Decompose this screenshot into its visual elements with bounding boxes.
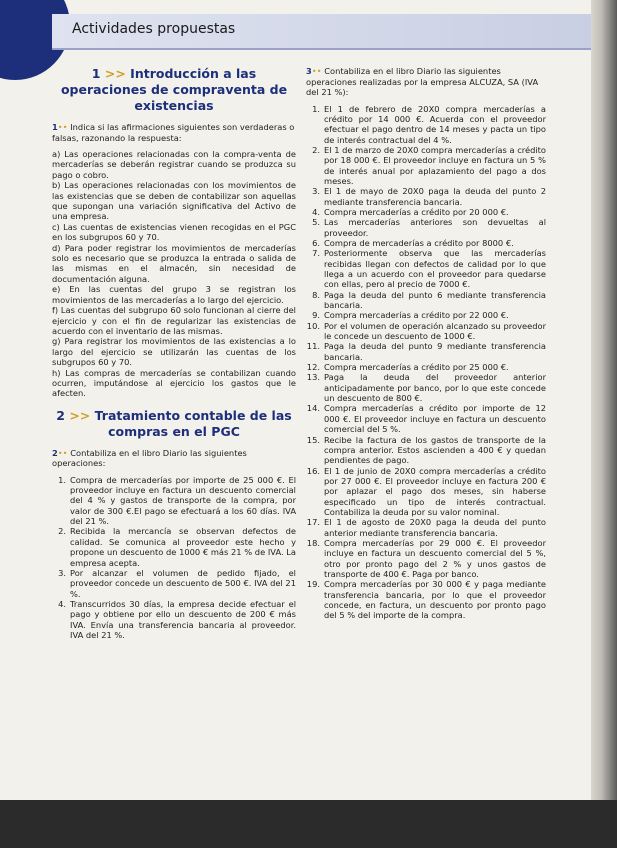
operation-item [306, 186, 546, 207]
operation-text: Paga la deuda del punto 9 mediante transferencia bancaria. [324, 341, 546, 362]
right-column [306, 66, 546, 621]
section-1-heading [52, 66, 296, 114]
operation-number: 1. [312, 103, 320, 114]
operation-text: El 1 de agosto de 20X0 paga la deuda del punto anterior mediante transferencia bancaria. [324, 517, 546, 538]
operation-number: 7. [312, 248, 320, 259]
operation-number: 9. [312, 310, 320, 321]
operation-number: 2. [58, 526, 66, 537]
operation-text: Compra mercaderías a crédito por 22 000 €. [324, 310, 509, 321]
section-1-title: Introducción a las operaciones de compraventa de existencias [60, 66, 288, 113]
operation-item [306, 217, 546, 238]
operation-item [306, 248, 546, 289]
section-2-heading [52, 408, 296, 440]
difficulty-dots-icon: •• [311, 66, 322, 76]
activity-2-number: 2 [52, 447, 58, 458]
operation-item [306, 579, 546, 620]
operation-item [306, 104, 546, 145]
activity-1-text: Indica si las afirmaciones siguientes son verdaderas o falsas, razonando la respuesta: [52, 122, 295, 143]
operation-text: Paga la deuda del punto 6 mediante transferencia bancaria. [324, 289, 546, 311]
operation-text: Compra de mercaderías a crédito por 8000 €. [324, 237, 514, 248]
operation-item [306, 145, 546, 186]
operation-text: Compra de mercaderías por importe de 25 000 €. El proveedor incluye en factura un descuento comercial del 4 % y gastos de transporte de la compra, por valor de 300 €.El pago se efectuará a los 60 días. IVA del 21 %. [70, 474, 296, 527]
operation-item [52, 475, 296, 527]
statement-item: b) Las operaciones relacionadas con los movimientos de las existencias que se deben de contabilizar son aquellas que supongan una variación significativa del Activo de una empresa. [52, 180, 296, 222]
page-title: Actividades propuestas [72, 21, 236, 37]
operation-number: 12. [306, 362, 320, 373]
operation-number: 14. [306, 403, 320, 414]
operation-item [306, 321, 546, 342]
operation-number: 19. [306, 579, 320, 590]
activity-3-text: Contabiliza en el libro Diario las siguientes operaciones realizadas por la empresa ALCUZA, SA (IVA del 21 %): [306, 66, 539, 97]
activity-2-operations [52, 475, 296, 641]
section-2-title: Tratamiento contable de las compras en el PGC [94, 407, 292, 439]
operation-number: 10. [306, 320, 320, 331]
operation-text: Compra mercaderías por 30 000 € y paga mediante transferencia bancaria, por lo que el proveedor concede, en factura, un descuento por pronto pago del 5 % del importe de la compra. [324, 579, 546, 621]
operation-item [306, 341, 546, 362]
operation-number: 17. [306, 517, 320, 528]
operation-text: El 1 de marzo de 20X0 compra mercaderías a crédito por 18 000 €. El proveedor incluye en factura un 5 % de interés anual por aplazamiento del pago a dos meses. [324, 144, 546, 186]
statement-item: g) Para registrar los movimientos de las existencias a lo largo del ejercicio se utilizarán las cuentas de los subgrupos 60 y 70. [52, 336, 296, 368]
operation-text: Por el volumen de operación alcanzado su proveedor le concede un descuento de 1000 €. [324, 320, 546, 342]
left-column [52, 66, 296, 640]
operation-number: 3. [58, 567, 66, 578]
operation-number: 1. [58, 474, 66, 485]
operation-number: 4. [58, 598, 66, 609]
operation-text: Compra mercaderías a crédito por 25 000 €. [324, 362, 509, 373]
statement-item: h) Las compras de mercaderías se contabilizan cuando ocurren, imputándose al ejercicio los gastos que le afecten. [52, 367, 296, 399]
operation-number: 3. [312, 186, 320, 197]
header-divider [52, 48, 591, 50]
activity-3-number: 3 [306, 66, 312, 76]
statement-item: f) Las cuentas del subgrupo 60 solo funcionan al cierre del ejercicio y con el fin de regularizar las existencias de acuerdo con el inventario de las mismas. [52, 305, 296, 336]
operation-number: 13. [306, 372, 320, 383]
section-2-number: 2 [56, 407, 65, 423]
operation-item [306, 435, 546, 466]
operation-text: Recibe la factura de los gastos de transporte de la compra anterior. Estos ascienden a 400 € y quedan pendientes de pago. [324, 434, 546, 466]
page-edge-shadow [591, 0, 617, 848]
operation-text: Las mercaderías anteriores son devueltas al proveedor. [324, 217, 546, 238]
section-1-arrow-icon: >> [104, 66, 126, 81]
activity-3-operations [306, 104, 546, 621]
operation-text: Transcurridos 30 días, la empresa decide efectuar el pago y obtiene por ello un descuento de 200 € más IVA. Envía una transferencia bancaria al proveedor. IVA del 21 %. [70, 598, 296, 640]
operation-item [306, 238, 546, 248]
activity-1-number: 1 [52, 122, 58, 132]
operation-number: 5. [312, 217, 320, 228]
operation-text: Compra mercaderías a crédito por 20 000 €. [324, 206, 509, 217]
activity-3-intro [306, 66, 546, 98]
operation-number: 4. [312, 206, 320, 217]
statement-item: e) En las cuentas del grupo 3 se registran los movimientos de las mercaderías a lo largo del ejercicio. [52, 284, 296, 305]
operation-text: Posteriormente observa que las mercaderías recibidas llegan con defectos de calidad por lo que llega a un acuerdo con el proveedor para quedarse con ellas, pero al precio de 7000 €. [324, 248, 546, 290]
operation-item [306, 517, 546, 538]
operation-item [306, 207, 546, 217]
operation-number: 8. [312, 289, 320, 300]
operation-text: Por alcanzar el volumen de pedido fijado, el proveedor concede un descuento de 500 €. IVA del 21 %. [70, 567, 296, 599]
operation-item [306, 290, 546, 311]
operation-text: Recibida la mercancía se observan defectos de calidad. Se comunica al proveedor este hecho y propone un descuento de 1000 € más 21 % de IVA. La empresa acepta. [70, 526, 296, 568]
operation-text: Paga la deuda del proveedor anterior anticipadamente por banco, por lo que este concede un descuento de 800 €. [324, 372, 546, 404]
statement-item: d) Para poder registrar los movimientos de mercaderías solo es necesario que se produzca la entrada o salida de las mismas en el almacén, sin necesidad de documentación alguna. [52, 242, 296, 284]
operation-item [306, 310, 546, 320]
activity-1-statements [52, 149, 296, 399]
operation-number: 2. [312, 144, 320, 155]
operation-number: 15. [306, 434, 320, 445]
operation-text: El 1 de febrero de 20X0 compra mercaderías a crédito por 14 000 €. Acuerda con el proveedor efectuar el pago dentro de 14 meses y pacta un tipo de interés contractual del 4 %. [324, 103, 546, 145]
operation-item [306, 403, 546, 434]
operation-number: 6. [312, 237, 320, 248]
operation-text: Compra mercaderías a crédito por importe de 12 000 €. El proveedor incluye en factura un descuento comercial del 5 %. [324, 403, 546, 435]
operation-item [306, 362, 546, 372]
activity-2-intro [52, 448, 296, 469]
operation-item [52, 568, 296, 599]
operation-number: 18. [306, 537, 320, 548]
statement-item: a) Las operaciones relacionadas con la compra-venta de mercaderías se deberán registrar cuando se produzca su pago o cobro. [52, 149, 296, 180]
operation-text: Compra mercaderías por 29 000 €. El proveedor incluye en factura un descuento comercial del 5 %, otro por pronto pago del 2 % y unos gastos de transporte de 400 €. Paga por banco. [324, 537, 546, 579]
operation-item [52, 526, 296, 567]
activity-2-text: Contabiliza en el libro Diario las siguientes operaciones: [52, 447, 247, 469]
activity-1-intro [52, 122, 296, 143]
difficulty-dots-icon: •• [57, 122, 68, 132]
operation-number: 16. [306, 465, 320, 476]
section-1-number: 1 [91, 66, 101, 81]
difficulty-dots-icon: •• [57, 447, 68, 458]
operation-item [306, 538, 546, 579]
operation-item [306, 466, 546, 518]
operation-text: El 1 de junio de 20X0 compra mercaderías a crédito por 27 000 €. El proveedor incluye en factura 200 € por aplazar el pago dos meses, sin haberse especificado un tipo de interés contractual. Contabiliza la deuda por su valor nominal. [324, 465, 546, 517]
operation-number: 11. [306, 341, 320, 352]
operation-item [306, 372, 546, 403]
operation-text: El 1 de mayo de 20X0 paga la deuda del punto 2 mediante transferencia bancaria. [324, 186, 546, 207]
statement-item: c) Las cuentas de existencias vienen recogidas en el PGC en los subgrupos 60 y 70. [52, 221, 296, 243]
scan-background [0, 800, 617, 848]
operation-item [52, 599, 296, 640]
section-2-arrow-icon: >> [69, 407, 91, 423]
